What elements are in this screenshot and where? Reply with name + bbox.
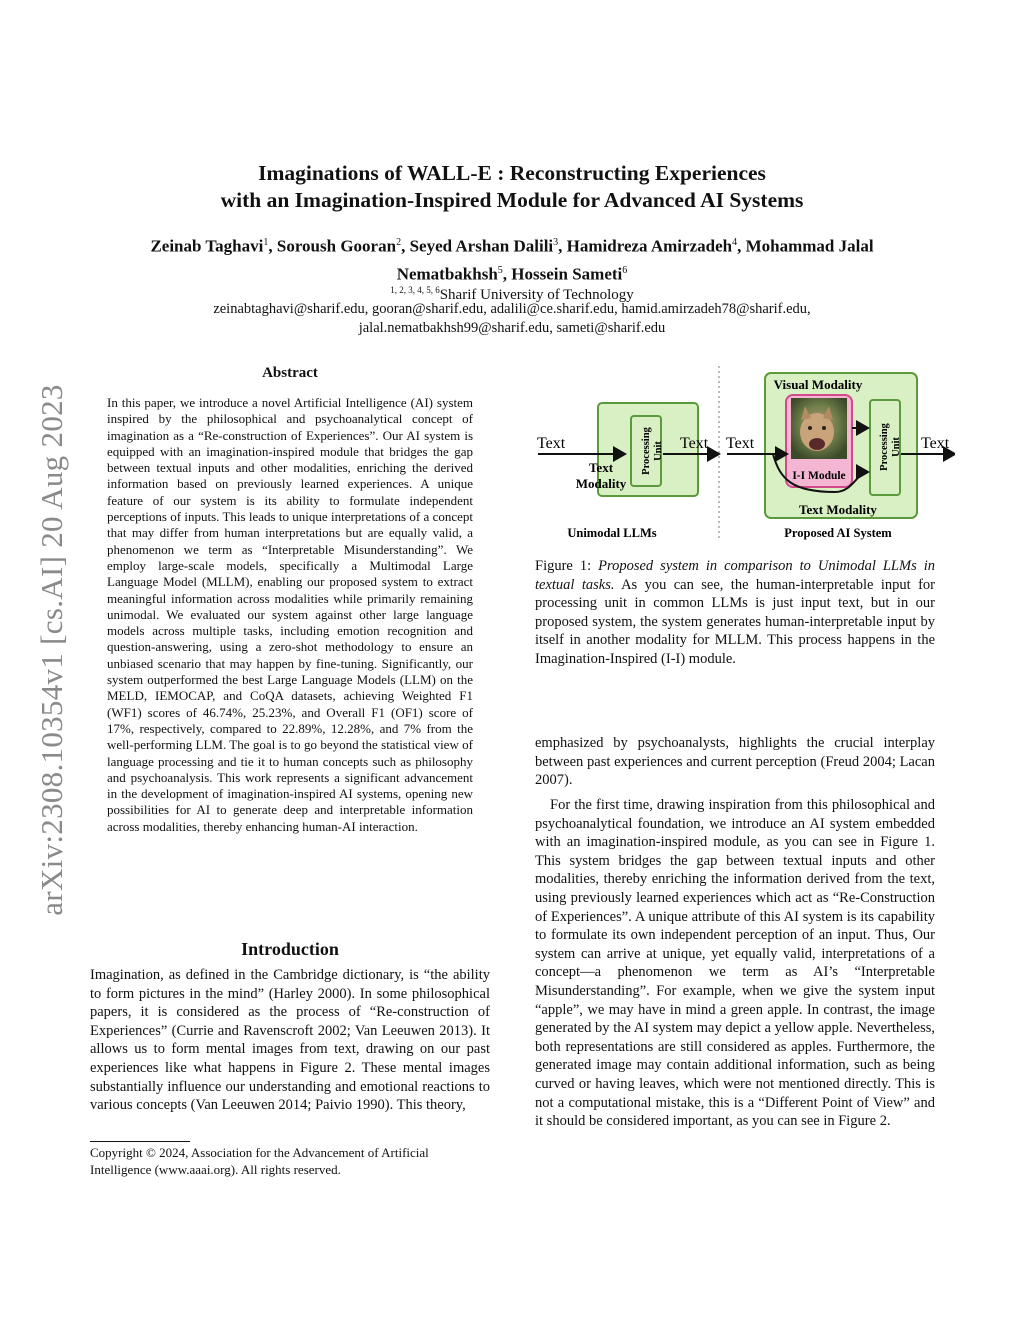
right-input-label: Text — [726, 435, 755, 452]
unimodal-llms-label: Unimodal LLMs — [567, 526, 657, 540]
left-output-label: Text — [680, 435, 709, 452]
figure-1-caption — [535, 557, 935, 669]
dog-right-eye — [822, 426, 826, 430]
proposed-system-label: Proposed AI System — [784, 526, 892, 540]
right-output-label: Text — [921, 435, 950, 452]
processing-unit-right-line2: Unit — [891, 437, 902, 457]
emails-line-1: zeinabtaghavi@sharif.edu, gooran@sharif.edu, adalili@ce.sharif.edu, hamid.amirzadeh78@sharif.edu, — [213, 301, 811, 317]
author-name: Hossein Sameti — [511, 264, 623, 284]
author-sup: 6 — [622, 264, 628, 276]
author-name: Mohammad Jalal Nematbakhsh — [396, 236, 874, 284]
author-sup: 3 — [553, 237, 559, 248]
processing-unit-left-line1: Processing — [641, 427, 652, 475]
author-sup: 4 — [732, 237, 738, 248]
text-modality-left-line1: Text — [588, 460, 614, 475]
visual-modality-label: Visual Modality — [773, 377, 863, 392]
text-modality-right-label: Text Modality — [799, 502, 877, 517]
introduction-heading: Introduction — [241, 939, 339, 959]
introduction-continuation: emphasized by psychoanalysts, highlights the crucial interplay between past experiences and current perception (Freud 2004; Lacan 2007). — [535, 735, 935, 789]
affiliation-name: Sharif University of Technology — [439, 287, 634, 303]
abstract-heading: Abstract — [262, 365, 318, 381]
ii-module-label: I-I Module — [792, 470, 846, 482]
copyright-footnote: Copyright © 2024, Association for the Advancement of Artificial Intelligence (www.aaai.org). All rights reserved. — [90, 1145, 429, 1177]
author-list: Zeinab Taghavi$^1$, Soroush Gooran$^2$, Seyed Arshan Dalili$^3$, Hamidreza Amirzadeh$^4$, Mohammad Jalal Nematbakhsh$^5$, Hossein Sameti$^6$ — [150, 236, 874, 284]
author-name: Hamidreza Amirzadeh — [566, 236, 733, 256]
paper-title — [0, 160, 1024, 214]
caption-rest: As you can see, the human-interpretable input for processing unit in common LLMs is just input text, but in our proposed system, the system generates human-interpretable input by itself in another modality for MLLM. This process happens in the Imagination-Inspired (I-I) module. — [535, 576, 935, 667]
caption-italic: Proposed system in comparison to Unimodal LLMs in textual tasks. — [535, 558, 935, 593]
author-name: Seyed Arshan Dalili — [409, 236, 554, 256]
processing-unit-left-line2: Unit — [653, 441, 664, 461]
left-input-label: Text — [537, 435, 566, 452]
dog-left-eye — [808, 426, 812, 430]
text-modality-left-line2: Modality — [575, 476, 627, 491]
caption-prefix: Figure 1: — [535, 558, 599, 574]
author-name: Zeinab Taghavi — [150, 236, 264, 256]
dog-mouth — [809, 438, 825, 450]
author-emails — [0, 300, 1024, 338]
affiliation-sup: 1, 2, 3, 4, 5, 6 — [390, 285, 440, 295]
processing-unit-right-line1: Processing — [879, 423, 890, 471]
author-name: Soroush Gooran — [276, 236, 397, 256]
author-sup: 5 — [497, 264, 503, 276]
arxiv-stamp: arXiv:2308.10354v1 [cs.AI] 20 Aug 2023 — [34, 384, 69, 916]
title-line-2: with an Imagination-Inspired Module for Advanced AI Systems — [220, 188, 804, 212]
author-sup: 2 — [396, 237, 402, 248]
abstract-text: In this paper, we introduce a novel Artificial Intelligence (AI) system inspired by the philosophical and psychoanalytical concept of imagination as a “Re-construction of Experiences”. Our AI system is equipped with an imagination-inspired module that bridges the gap between textual inputs and other modalities, enriching the derived information based on previously learned experiences. A unique feature of our system is its ability to formulate independent perceptions of inputs. This leads to unique interpretations of a concept that may differ from human interpretations but are equally valid, a phenomenon we term as “Interpretable Misunderstanding”. We employ large-scale models, specifically a Multimodal Large Language Model (MLLM), enabling our proposed system to extract meaningful information across modalities while primarily remaining unimodal. We evaluated our system against other large language models across multiple tasks, including emotion recognition and question-answering, using a zero-shot methodology to ensure an unbiased scenario that may happen by fine-tuning. Significantly, our system outperformed the best Large Language Models (LLM) on the MELD, IEMOCAP, and CoQA datasets, achieving Weighted F1 (WF1) scores of 46.74%, 25.23%, and Overall F1 (OF1) score of 17%, respectively, compared to 22.89%, 12.28%, and 7% from the well-performing LLM. The goal is to go beyond the statistical view of language processing and tie it to human concepts such as philosophy and psychoanalysis. This work represents a significant advancement in the development of imagination-inspired AI systems, opening new possibilities for AI to generate deep and interpretable information across modalities, thereby enhancing human-AI interaction. — [107, 395, 473, 834]
figure-1-diagram — [535, 362, 955, 548]
author-sup: 1 — [263, 237, 269, 248]
introduction-paragraph-2: For the first time, drawing inspiration from this philosophical and psychoanalytical foundation, we introduce an AI system embedded with an imagination-inspired module, as you can see in Figure 1. This system bridges the gap between textual inputs and other modalities, thereby enriching the information derived from the text, using previously learned experiences which act as “Re-Construction of Experiences”. A unique attribute of this AI system is its capability to formulate its own independent perception of an input. Thus, Our system can arrive at unique, yet equally valid, interpretations of a concept—a phenomenon we term as AI’s “Interpretable Misunderstanding”. For example, when we give the system input “apple”, we may have in mind a green apple. In contrast, the image generated by the AI system may depict a yellow apple. Nevertheless, both representations are still considered as apples. Furthermore, the generated image may contain additional information, such as being curved or having leaves, which were not mentioned directly. This is not a computational mistake, this is a “Different Point of View” and it should be considered important, as you can see in Figure 2. — [535, 797, 935, 1130]
footnote-rule — [90, 1141, 190, 1142]
title-line-1: Imaginations of WALL-E : Reconstructing Experiences — [258, 161, 766, 185]
emails-line-2: jalal.nematbakhsh99@sharif.edu, sameti@sharif.edu — [358, 320, 666, 336]
figure-1 — [535, 362, 955, 548]
introduction-paragraph-1: Imagination, as defined in the Cambridge dictionary, is “the ability to form pictures in the mind” (Harley 2000). In some philosophical papers, it is considered as the process of “Re-construction of Experiences” (Currie and Ravenscroft 2002; Van Leeuwen 2013). It allows us to form mental images from text, drawing on our past experiences like what happens in Figure 2. These mental images substantially influence our understanding and emotional reactions to various concepts (Van Leeuwen 2014; Paivio 1990). This theory, — [90, 967, 490, 1114]
